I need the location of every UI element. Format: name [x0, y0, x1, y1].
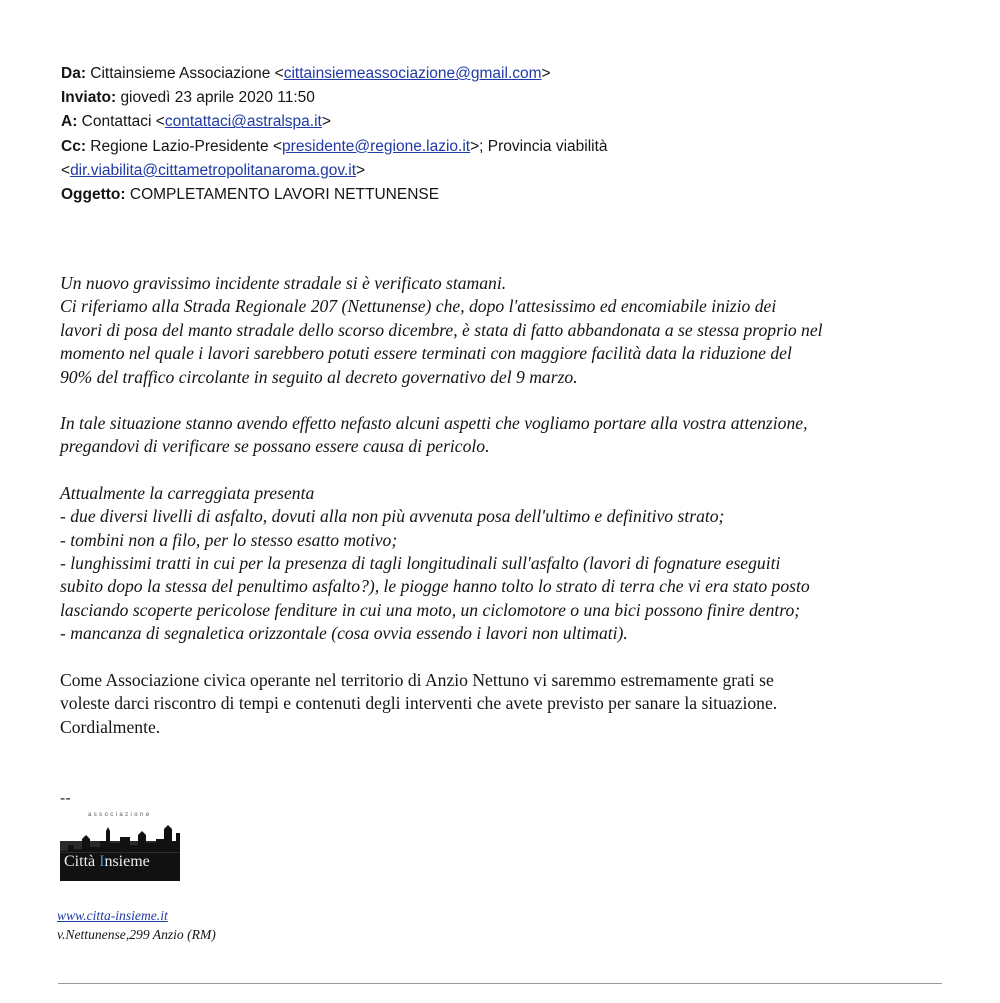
list-item: lasciando scoperte pericolose fenditure in cui una moto, un ciclomotore o una bici possono finire dentro; — [60, 599, 801, 620]
text-line: Un nuovo gravissimo incidente stradale si è verificato stamani. — [60, 273, 507, 293]
list-item: subito dopo la stessa del penultimo asfalto?), le piogge hanno tolto lo strato di terra che vi era stato posto — [60, 576, 810, 597]
list-item: - tombini non a filo, per lo stesso esatto motivo; — [60, 529, 398, 550]
paragraph-closing — [60, 669, 960, 739]
logo-name: Città Insieme — [64, 853, 150, 870]
cc-line-continued — [61, 159, 961, 183]
list-item: - due diversi livelli di asfalto, dovuti alla non più avvenuta posa dell'ultimo e definitivo strato; — [60, 506, 725, 527]
bottom-divider — [58, 983, 942, 984]
cc-separator: >; Provincia viabilità — [470, 137, 608, 155]
to-close: > — [321, 113, 331, 131]
cc-email-link-1[interactable]: presidente@regione.lazio.it — [282, 137, 471, 155]
paragraph-situation — [60, 412, 960, 459]
signature-footer — [57, 906, 216, 944]
cc-label: Cc: — [61, 137, 86, 155]
subject-value: COMPLETAMENTO LAVORI NETTUNENSE — [129, 186, 440, 204]
paragraph-issues-list — [60, 482, 960, 646]
sent-line — [61, 86, 961, 110]
logo-association-label: associazione — [88, 812, 152, 818]
text-line: 90% del traffico circolante in seguito al decreto governativo del 9 marzo. — [60, 366, 578, 387]
sent-date: giovedì 23 aprile 2020 11:50 — [120, 89, 315, 107]
text-line: Attualmente la carreggiata presenta — [60, 482, 315, 503]
to-label: A: — [61, 113, 78, 131]
text-line: Ci riferiamo alla Strada Regionale 207 (Nettunense) che, dopo l'attesissimo ed encomiabile inizio dei — [60, 296, 777, 317]
cc-email-link-2[interactable]: dir.viabilita@cittametropolitanaroma.gov.it — [70, 161, 357, 179]
subject-line — [61, 183, 961, 207]
list-item: - mancanza di segnaletica orizzontale (cosa ovvia essendo i lavori non ultimati). — [60, 623, 628, 644]
cc-close-2: > — [356, 161, 366, 179]
text-line: lavori di posa del manto stradale dello scorso dicembre, è stata di fatto abbandonata a se stessa proprio nel — [60, 319, 823, 340]
website-link[interactable]: www.citta-insieme.it — [57, 908, 168, 923]
city-skyline-icon — [60, 821, 180, 881]
from-name: Cittainsieme Associazione < — [90, 65, 284, 82]
sent-label: Inviato: — [61, 89, 117, 107]
email-body — [60, 272, 960, 739]
from-label: Da: — [61, 65, 86, 82]
from-email-link[interactable]: cittainsiemeassociazione@gmail.com — [283, 65, 542, 82]
to-name: Contattaci < — [81, 113, 165, 131]
to-email-link[interactable]: contattaci@astralspa.it — [164, 113, 322, 131]
text-line: Cordialmente. — [60, 716, 161, 737]
from-close: > — [541, 65, 551, 82]
email-header — [61, 62, 961, 207]
text-line: voleste darci riscontro di tempi e contenuti degli interventi che avete previsto per sanare la situazione. — [60, 693, 778, 714]
citta-insieme-logo — [60, 812, 180, 882]
cc-name-1: Regione Lazio-Presidente < — [90, 137, 283, 155]
from-line — [61, 62, 961, 86]
subject-label: Oggetto: — [61, 186, 126, 204]
address-text: v.Nettunense,299 Anzio (RM) — [57, 927, 216, 942]
cc-open-2: < — [61, 161, 71, 179]
list-item: - lunghissimi tratti in cui per la presenza di tagli longitudinali sull'asfalto (lavori di fognature eseguiti — [60, 553, 781, 574]
text-line: In tale situazione stanno avendo effetto nefasto alcuni aspetti che vogliamo portare alla vostra attenzione, — [60, 413, 808, 434]
signature-separator: -- — [60, 790, 71, 807]
text-line: pregandovi di verificare se possano essere causa di pericolo. — [60, 436, 490, 457]
cc-line — [61, 135, 961, 159]
text-line: Come Associazione civica operante nel territorio di Anzio Nettuno vi saremmo estremamente grati se — [60, 669, 774, 690]
to-line — [61, 110, 961, 134]
paragraph-incident — [60, 272, 960, 389]
text-line: momento nel quale i lavori sarebbero potuti essere terminati con maggiore facilità data la riduzione del — [60, 343, 792, 364]
